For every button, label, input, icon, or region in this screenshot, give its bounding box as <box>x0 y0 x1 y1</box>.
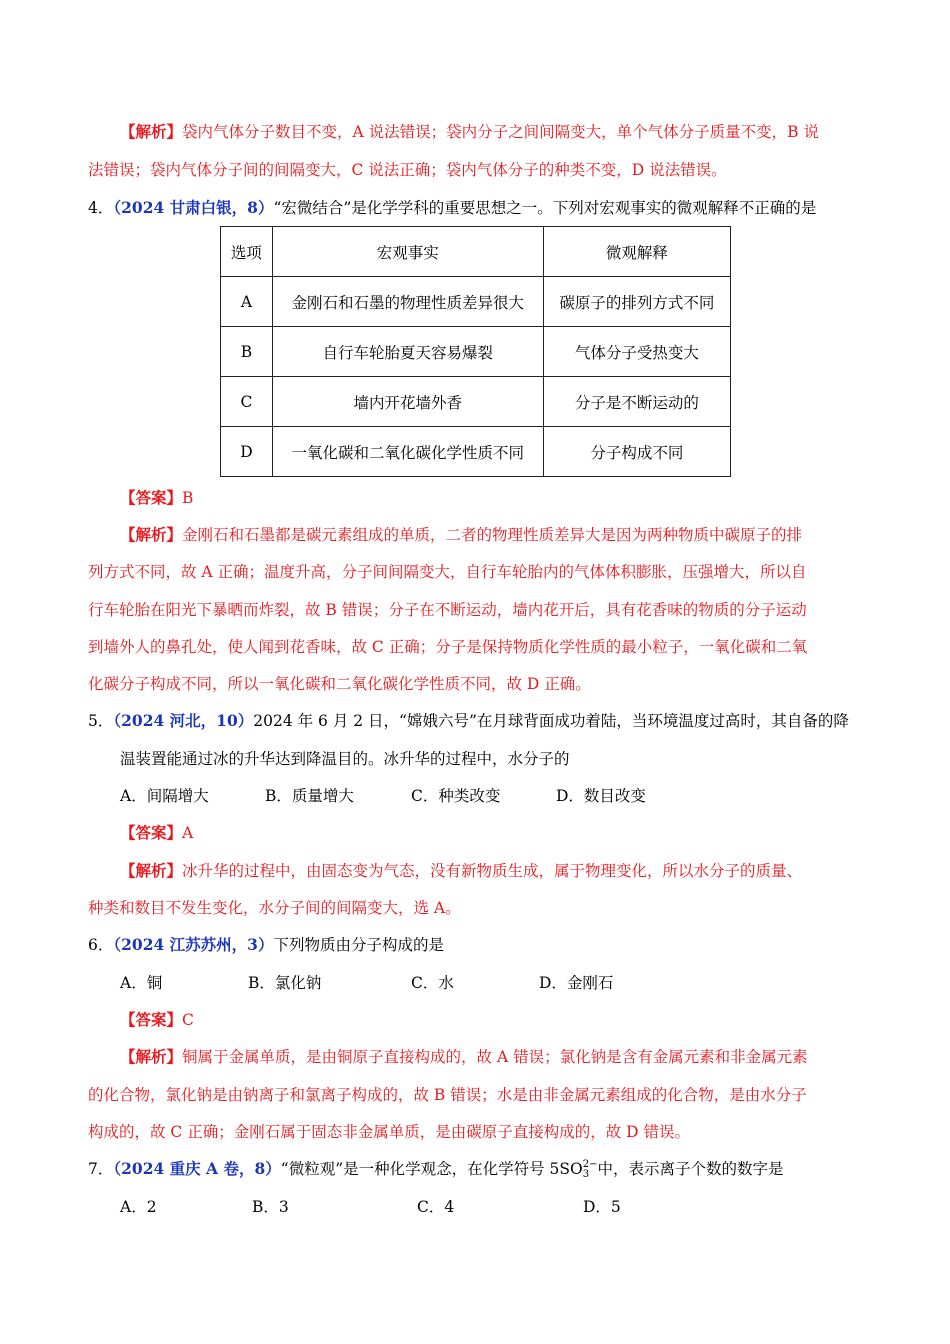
question-number: 7． <box>88 1160 114 1178</box>
question-source: （2024 江苏苏州，3） <box>113 935 274 954</box>
q7-option-b: B．3 <box>252 1198 289 1216</box>
question-stem: 2024 年 6 月 2 日，“嫦娥六号”在月球背面成功着陆，当环境温度过高时，其自备的降 <box>253 712 849 730</box>
q6-option-c: C．水 <box>411 974 454 992</box>
answer-tag: 【答案】 <box>120 823 183 842</box>
table-cell: B <box>221 327 273 377</box>
analysis-tag: 【解析】 <box>120 525 183 544</box>
analysis-text: 袋内气体分子数目不变，A 说法错误；袋内分子之间间隔变大，单个气体分子质量不变，B 说 <box>182 123 819 141</box>
table-header-cell: 宏观事实 <box>272 227 543 277</box>
question-source: （2024 重庆 A 卷，8） <box>113 1159 281 1178</box>
table-row <box>221 327 731 377</box>
formula-subscript: 3 <box>582 1169 590 1180</box>
q5-option-b: B．质量增大 <box>265 787 354 805</box>
q6-option-b: B．氯化钠 <box>248 974 322 992</box>
analysis-text: 金刚石和石墨都是碳元素组成的单质，二者的物理性质差异大是因为两种物质中碳原子的排 <box>182 526 803 544</box>
q4-analysis-line-5: 化碳分子构成不同，所以一氧化碳和二氧化碳化学性质不同，故 D 正确。 <box>88 675 591 693</box>
question-stem-end: 中，表示离子个数的数字是 <box>597 1160 784 1178</box>
q4-answer <box>120 487 193 509</box>
q5-analysis-line-1 <box>120 860 802 882</box>
table-cell: 气体分子受热变大 <box>543 327 730 377</box>
q4-analysis-line-4: 到墙外人的鼻孔处，使人闻到花香味，故 C 正确；分子是保持物质化学性质的最小粒子，一氧化碳和二氧 <box>88 638 808 656</box>
q6-analysis-line-2: 的化合物，氯化钠是由钠离子和氯离子构成的，故 B 错误；水是由非金属元素组成的化合物，是由水分子 <box>88 1086 807 1104</box>
table-cell: 金刚石和石墨的物理性质差异很大 <box>272 277 543 327</box>
table-cell: 墙内开花墙外香 <box>272 377 543 427</box>
table-cell: 分子是不断运动的 <box>543 377 730 427</box>
q4-stem <box>88 197 816 219</box>
q6-analysis-line-3: 构成的，故 C 正确；金刚石属于固态非金属单质，是由碳原子直接构成的，故 D 错误。 <box>88 1123 690 1141</box>
analysis-tag: 【解析】 <box>120 861 183 880</box>
formula-charge: 2− <box>582 1159 598 1170</box>
q5-answer <box>120 822 193 844</box>
q3-analysis-line-1 <box>120 121 819 143</box>
question-number: 4． <box>88 199 114 217</box>
q4-analysis-line-1 <box>120 524 802 546</box>
analysis-text: 冰升华的过程中，由固态变为气态，没有新物质生成，属于物理变化，所以水分子的质量、 <box>182 862 803 880</box>
q6-analysis-line-1 <box>120 1046 808 1068</box>
table-cell: A <box>221 277 273 327</box>
q5-option-a: A．间隔增大 <box>120 787 209 805</box>
q7-stem <box>88 1158 784 1180</box>
q6-option-d: D．金刚石 <box>539 974 614 992</box>
analysis-text: 铜属于金属单质，是由铜原子直接构成的，故 A 错误；氯化钠是含有金属元素和非金属元素 <box>182 1048 808 1066</box>
table-header-row <box>221 227 731 277</box>
table-cell: C <box>221 377 273 427</box>
table-cell: 分子构成不同 <box>543 427 730 477</box>
table-header-cell: 选项 <box>221 227 273 277</box>
question-number: 6． <box>88 936 114 954</box>
chemical-formula <box>550 1158 598 1180</box>
q3-analysis-line-2: 法错误；袋内气体分子间的间隔变大，C 说法正确；袋内气体分子的种类不变，D 说法错误。 <box>88 161 727 179</box>
question-stem: 下列物质由分子构成的是 <box>273 936 444 954</box>
q5-option-c: C．种类改变 <box>411 787 501 805</box>
formula-main: 5SO <box>549 1160 583 1178</box>
table-cell: 一氧化碳和二氧化碳化学性质不同 <box>272 427 543 477</box>
question-stem: “宏微结合”是化学学科的重要思想之一。下列对宏观事实的微观解释不正确的是 <box>273 199 817 217</box>
q6-answer <box>120 1009 194 1031</box>
q6-stem <box>88 934 444 956</box>
table-row <box>221 277 731 327</box>
question-stem: “微粒观”是一种化学观念，在化学符号 <box>280 1160 550 1178</box>
answer-value: C <box>182 1011 194 1029</box>
q4-analysis-line-2: 列方式不同，故 A 正确；温度升高，分子间间隔变大，自行车轮胎内的气体体积膨胀，压强增大，所以自 <box>88 563 807 581</box>
q5-stem-line-1 <box>88 710 849 732</box>
q5-analysis-line-2: 种类和数目不发生变化，水分子间的间隔变大，选 A。 <box>88 899 461 917</box>
analysis-tag: 【解析】 <box>120 122 183 141</box>
q6-option-a: A．铜 <box>120 974 163 992</box>
q5-stem-line-2: 温装置能通过冰的升华达到降温目的。冰升华的过程中，水分子的 <box>120 750 570 768</box>
q4-table <box>220 226 731 477</box>
analysis-tag: 【解析】 <box>120 1047 183 1066</box>
table-row <box>221 427 731 477</box>
table-cell: D <box>221 427 273 477</box>
table-header-cell: 微观解释 <box>543 227 730 277</box>
q4-analysis-line-3: 行车轮胎在阳光下暴晒而炸裂，故 B 错误；分子在不断运动，墙内花开后，具有花香味的物质的分子运动 <box>88 601 807 619</box>
table-row <box>221 377 731 427</box>
q7-option-d: D．5 <box>583 1198 621 1216</box>
table-cell: 自行车轮胎夏天容易爆裂 <box>272 327 543 377</box>
q7-option-a: A．2 <box>120 1198 157 1216</box>
answer-tag: 【答案】 <box>120 488 183 507</box>
table-cell: 碳原子的排列方式不同 <box>543 277 730 327</box>
q7-option-c: C．4 <box>417 1198 455 1216</box>
answer-tag: 【答案】 <box>120 1010 183 1029</box>
question-source: （2024 甘肃白银，8） <box>113 198 274 217</box>
answer-value: B <box>182 489 194 507</box>
question-number: 5． <box>88 712 114 730</box>
q5-option-d: D．数目改变 <box>556 787 646 805</box>
answer-value: A <box>182 824 194 842</box>
question-source: （2024 河北，10） <box>113 711 254 730</box>
